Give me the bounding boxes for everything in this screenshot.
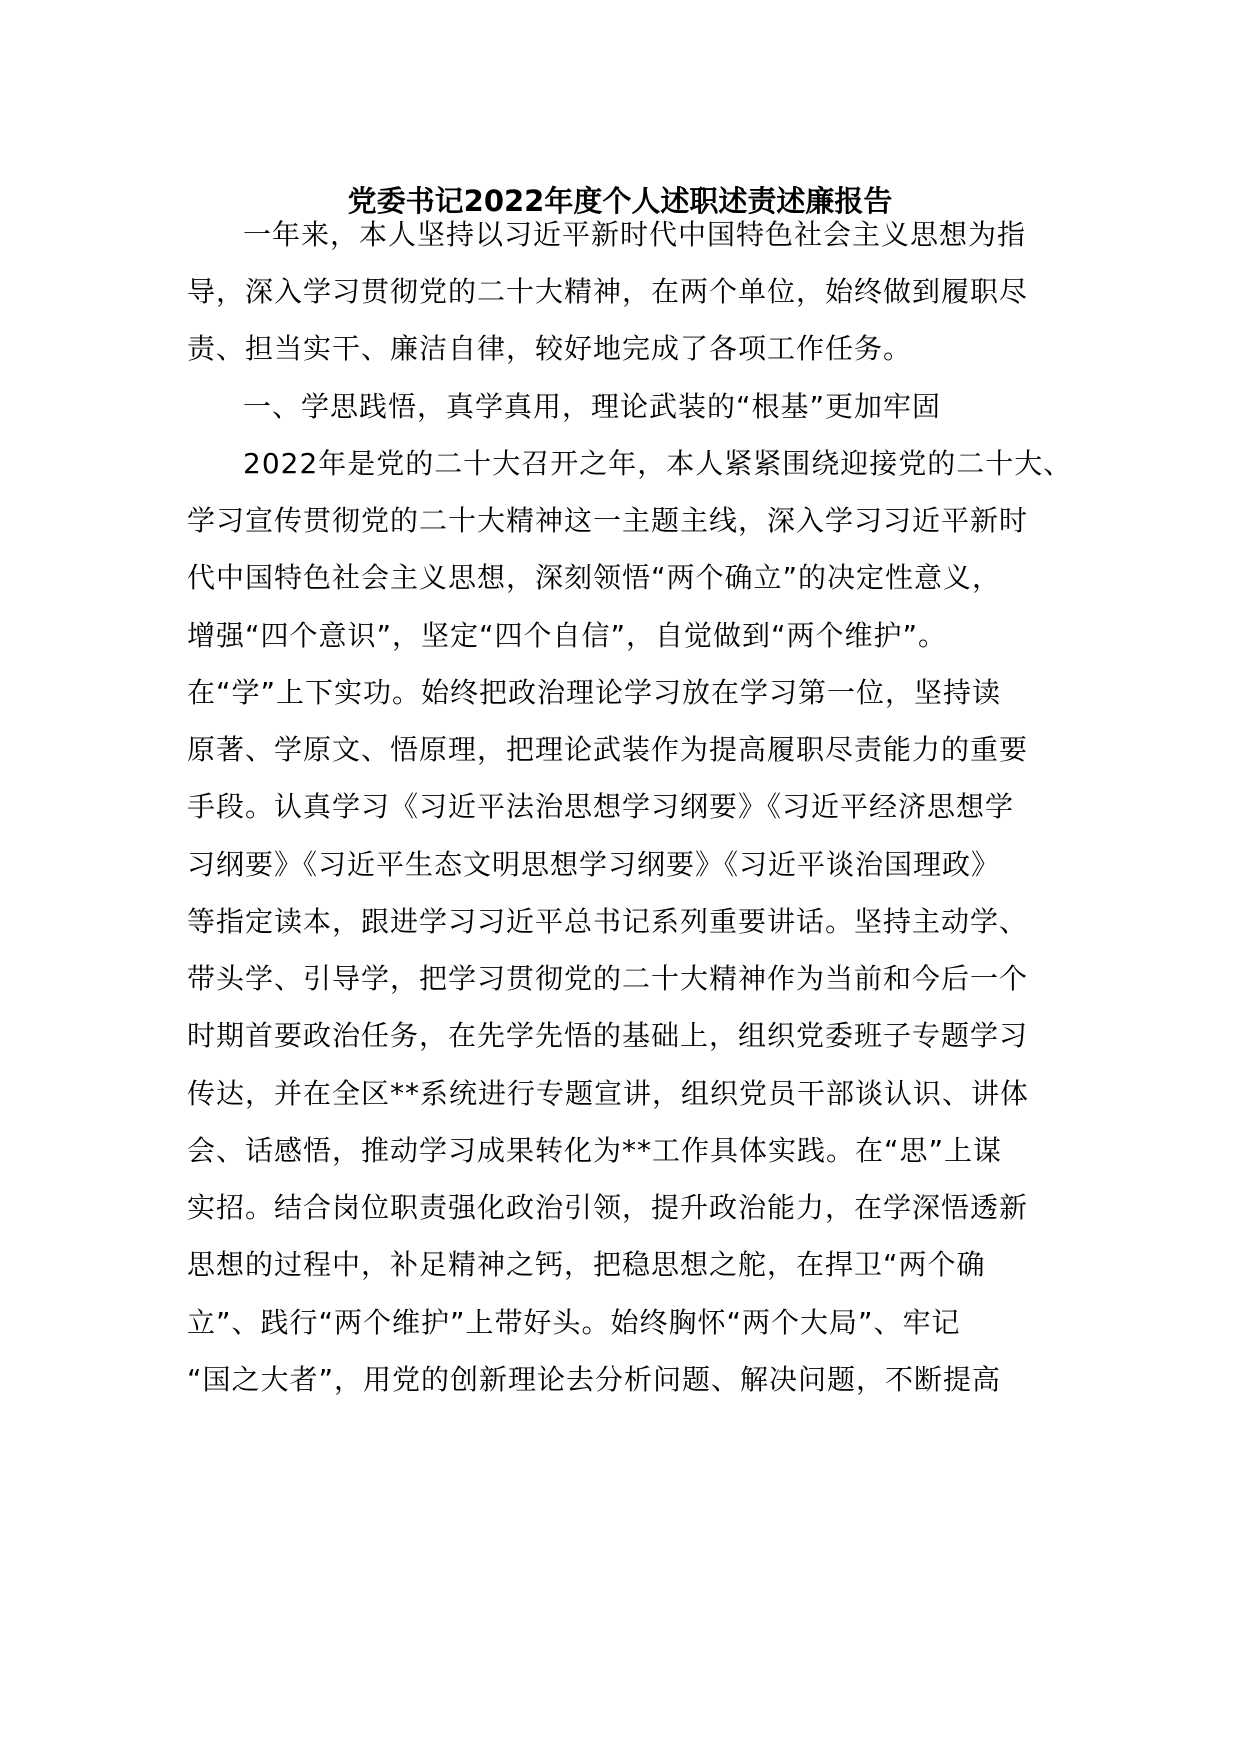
paragraph-line: 手段。认真学习《习近平法治思想学习纲要》《习近平经济思想学 [187,790,1015,823]
paragraph-line: 立”、践行“两个维护”上带好头。始终胸怀“两个大局”、牢记 [187,1306,961,1339]
paragraph-line: 带头学、引导学，把学习贯彻党的二十大精神作为当前和今后一个 [187,962,1029,995]
paragraph-line: 实招。结合岗位职责强化政治引领，提升政治能力，在学深悟透新 [187,1191,1029,1224]
document-title: 党委书记2022年度个人述职述责述廉报告 [347,184,893,218]
paragraph-line: 导，深入学习贯彻党的二十大精神，在两个单位，始终做到履职尽 [187,275,1029,308]
paragraph-line: 在“学”上下实功。始终把政治理论学习放在学习第一位，坚持读 [187,676,1002,709]
section-heading: 一、学思践悟，真学真用，理论武装的“根基”更加牢固 [243,390,942,423]
paragraph-line: 2022年是党的二十大召开之年，本人紧紧围绕迎接党的二十大、 [243,447,1073,480]
paragraph-line: 原著、学原文、悟原理，把理论武装作为提高履职尽责能力的重要 [187,733,1029,766]
paragraph-line: 责、担当实干、廉洁自律，较好地完成了各项工作任务。 [187,332,913,365]
paragraph-line: 一年来，本人坚持以习近平新时代中国特色社会主义思想为指 [243,218,1027,251]
paragraph-line: 传达，并在全区**系统进行专题宣讲，组织党员干部谈认识、讲体 [187,1077,1030,1110]
paragraph-line: 时期首要政治任务，在先学先悟的基础上，组织党委班子专题学习 [187,1019,1029,1052]
paragraph-line: “国之大者”，用党的创新理论去分析问题、解决问题，不断提高 [187,1363,1002,1396]
paragraph-line: 习纲要》《习近平生态文明思想学习纲要》《习近平谈治国理政》 [187,848,1001,881]
paragraph-line: 增强“四个意识”，坚定“四个自信”，自觉做到“两个维护”。 [187,619,948,652]
paragraph-line: 思想的过程中，补足精神之钙，把稳思想之舵，在捍卫“两个确 [187,1248,986,1281]
paragraph-line: 代中国特色社会主义思想，深刻领悟“两个确立”的决定性意义， [187,561,1002,594]
paragraph-line: 会、话感悟，推动学习成果转化为**工作具体实践。在“思”上谋 [187,1134,1003,1167]
paragraph-line: 学习宣传贯彻党的二十大精神这一主题主线，深入学习习近平新时 [187,504,1029,537]
paragraph-line: 等指定读本，跟进学习习近平总书记系列重要讲话。坚持主动学、 [187,905,1029,938]
